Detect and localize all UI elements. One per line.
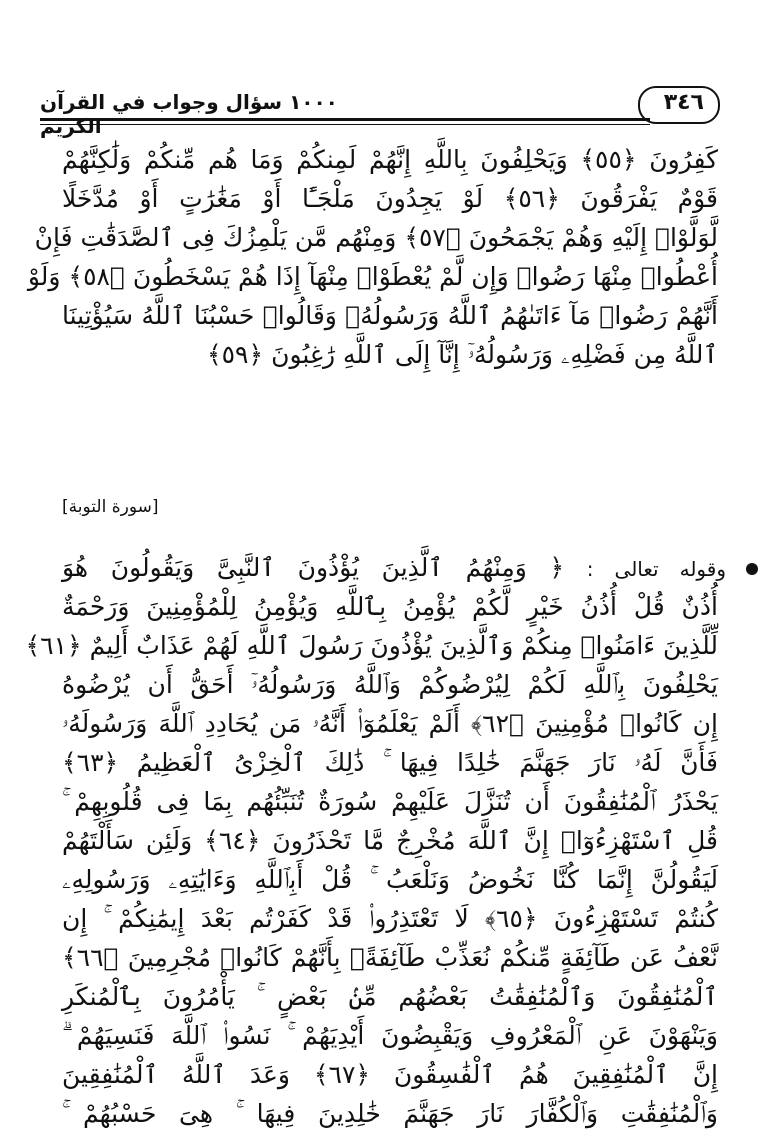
surah-reference: [سورة التوبة] [62, 497, 159, 517]
passage-one [27, 140, 718, 374]
text-line: أُذُنٌ قُلْ أُذُنُ خَيْرٍ لَّكُمْ يُؤْمِنُ بِٱللَّهِ وَيُؤْمِنُ لِلْمُؤْمِنِينَ وَرَحْمَةٌ [62, 592, 718, 621]
quote-start: ﴿ وَمِنْهُمُ ٱلَّذِينَ يُؤْذُونَ ٱلنَّبِىَّ وَيَقُولُونَ هُوَ [62, 553, 565, 582]
text-line: لَيَقُولُنَّ إِنَّمَا كُنَّا نَخُوضُ وَنَلْعَبُ ۚ قُلْ أَبِٱللَّهِ وَءَايَٰتِهِۦ وَرَسُولِهِۦ [62, 865, 718, 894]
text-line: قَوْمٌ يَفْرَقُونَ ﴿٥٦﴾ لَوْ يَجِدُونَ مَلْجَـًٔا أَوْ مَغَٰرَٰتٍ أَوْ مُدَّخَلًا [62, 184, 718, 213]
text-line: يَحْلِفُونَ بِٱللَّهِ لَكُمْ لِيُرْضُوكُمْ وَٱللَّهُ وَرَسُولُهُۥٓ أَحَقُّ أَن يُرْضُوهُ [62, 670, 718, 699]
text-line: لَّوَلَّوْا۟ إِلَيْهِ وَهُمْ يَجْمَحُونَ ﴿٥٧﴾ وَمِنْهُم مَّن يَلْمِزُكَ فِى ٱلصَّدَقَٰتِ فَإِنْ [34, 223, 718, 252]
page-header [40, 84, 720, 138]
text-line: لِّلَّذِينَ ءَامَنُوا۟ مِنكُمْ وَٱلَّذِينَ يُؤْذُونَ رَسُولَ ٱللَّهِ لَهُمْ عَذَابٌ أَلِيمٌ ﴿٦١﴾ [25, 631, 718, 660]
text-line: كُنتُمْ تَسْتَهْزِءُونَ ﴿٦٥﴾ لَا تَعْتَذِرُوا۟ قَدْ كَفَرْتُم بَعْدَ إِيمَٰنِكُمْ ۚ إِن [62, 904, 719, 933]
page-number: ٣٤٦ [663, 90, 704, 115]
text-line: فَأَنَّ لَهُۥ نَارَ جَهَنَّمَ خَٰلِدًا فِيهَا ۚ ذَٰلِكَ ٱلْخِزْىُ ٱلْعَظِيمُ ﴿٦٣﴾ [62, 748, 718, 777]
text-line: وَٱلْمُنَٰفِقَٰتِ وَٱلْكُفَّارَ نَارَ جَهَنَّمَ خَٰلِدِينَ فِيهَا ۚ هِىَ حَسْبُهُمْ ۚ [62, 1099, 718, 1128]
text-line: قُلِ ٱسْتَهْزِءُوٓا۟ إِنَّ ٱللَّهَ مُخْرِجٌ مَّا تَحْذَرُونَ ﴿٦٤﴾ وَلَئِن سَأَلْتَهُمْ [62, 826, 718, 855]
header-rule [40, 118, 650, 121]
text-line: وَيَنْهَوْنَ عَنِ ٱلْمَعْرُوفِ وَيَقْبِضُونَ أَيْدِيَهُمْ ۚ نَسُوا۟ ٱللَّهَ فَنَسِيَهُمْ ۗ [62, 1021, 718, 1050]
text-line: ٱلْمُنَٰفِقُونَ وَٱلْمُنَٰفِقَٰتُ بَعْضُهُم مِّنۢ بَعْضٍ ۚ يَأْمُرُونَ بِٱلْمُنكَرِ [62, 982, 718, 1011]
text-line: أُعْطُوا۟ مِنْهَا رَضُوا۟ وَإِن لَّمْ يُعْطَوْا۟ مِنْهَآ إِذَا هُمْ يَسْخَطُونَ ﴿٥٨﴾ وَلَوْ [27, 262, 718, 291]
book-title: ١٠٠٠ سؤال وجواب في القرآن الكريم [40, 90, 338, 138]
passage-two [25, 548, 758, 1133]
text-line: إِن كَانُوا۟ مُؤْمِنِينَ ﴿٦٢﴾ أَلَمْ يَعْلَمُوٓا۟ أَنَّهُۥ مَن يُحَادِدِ ٱللَّهَ وَرَسُولَهُۥ [62, 709, 718, 738]
text-line: نَّعْفُ عَن طَآئِفَةٍ مِّنكُمْ نُعَذِّبْ طَآئِفَةًۢ بِأَنَّهُمْ كَانُوا۟ مُجْرِمِينَ ﴿٦٦﴾ [62, 943, 718, 972]
text-line: يَحْذَرُ ٱلْمُنَٰفِقُونَ أَن تُنَزَّلَ عَلَيْهِمْ سُورَةٌ تُنَبِّئُهُم بِمَا فِى قُلُوبِهِمْ ۚ [62, 787, 718, 816]
text-line: إِنَّ ٱلْمُنَٰفِقِينَ هُمُ ٱلْفَٰسِقُونَ ﴿٦٧﴾ وَعَدَ ٱللَّهُ ٱلْمُنَٰفِقِينَ [62, 1060, 719, 1089]
text-line: ٱللَّهُ مِن فَضْلِهِۦ وَرَسُولُهُۥٓ إِنَّآ إِلَى ٱللَّهِ رَٰغِبُونَ ﴿٥٩﴾ [206, 340, 718, 369]
intro-line [62, 548, 726, 587]
bullet-icon [746, 563, 758, 575]
intro-text: وقوله تعالى : [586, 557, 726, 581]
text-line: أَنَّهُمْ رَضُوا۟ مَآ ءَاتَىٰهُمُ ٱللَّهُ وَرَسُولُهُۥ وَقَالُوا۟ حَسْبُنَا ٱللَّهُ سَيُؤْتِينَا [62, 301, 718, 330]
text-line: كَفِرُونَ ﴿٥٥﴾ وَيَحْلِفُونَ بِاللَّهِ إِنَّهُمْ لَمِنكُمْ وَمَا هُم مِّنكُمْ وَلَٰكِنَّهُمْ [62, 145, 718, 174]
page-body [25, 140, 726, 1128]
